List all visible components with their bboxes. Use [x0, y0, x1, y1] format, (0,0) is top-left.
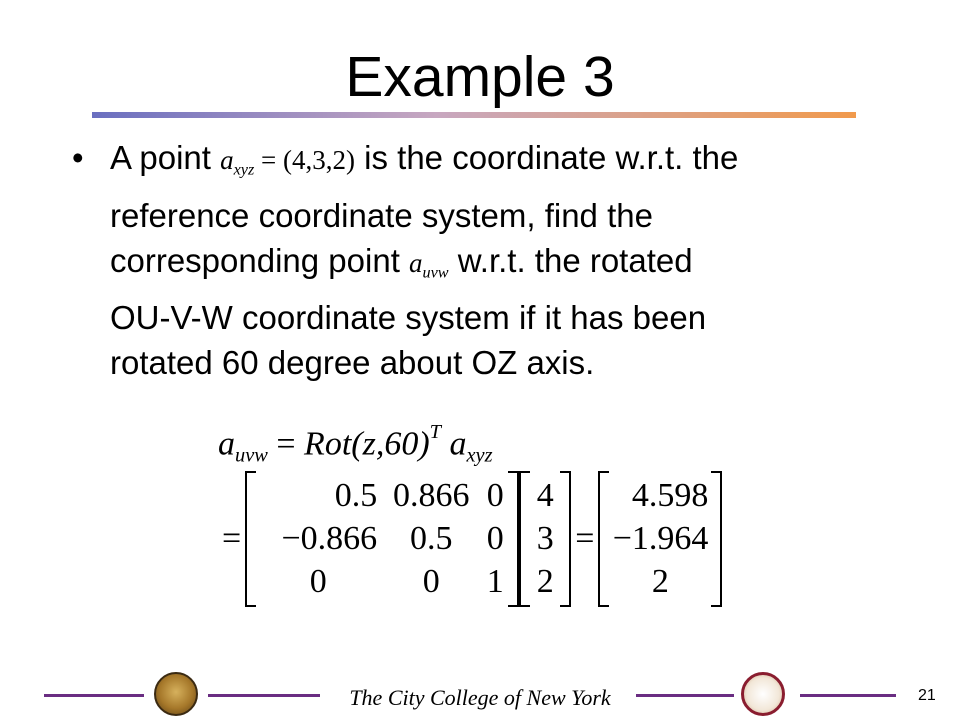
result-vector	[598, 471, 722, 607]
matrix-cell: 0.866	[392, 477, 470, 514]
footer-rule-left	[44, 694, 144, 697]
rotation-matrix	[245, 471, 519, 607]
matrix-cell: 0.5	[334, 477, 378, 514]
inline-math-axyz	[220, 138, 355, 193]
bullet-marker: •	[72, 139, 84, 176]
equals-sign: =	[222, 520, 242, 557]
robotics-lab-seal-icon	[741, 672, 785, 716]
rot-function: Rot	[304, 425, 352, 463]
footer-rule-middle-left	[208, 694, 320, 697]
vector-cell: 3	[536, 520, 554, 557]
math-symbol: a	[218, 425, 235, 463]
matrix-cell: 0	[422, 563, 440, 600]
equation-rotation-transpose	[218, 408, 493, 479]
transpose-superscript: T	[429, 421, 441, 443]
vector-cell: 2	[651, 563, 669, 600]
matrix-cell: 0.5	[409, 520, 453, 557]
inline-math-auvw	[409, 241, 449, 296]
vector-cell: 4.598	[631, 477, 709, 514]
vector-cell: 2	[536, 563, 554, 600]
matrix-cell: 0	[486, 477, 504, 514]
footer-rule-middle-right	[636, 694, 734, 697]
body-text-fragment: is the coordinate w.r.t. the	[354, 139, 739, 176]
body-text-fragment: A point	[110, 139, 221, 176]
ccny-seal-icon	[154, 672, 198, 716]
equation-matrix-product	[218, 470, 722, 608]
vector-cell: −1.964	[612, 520, 709, 557]
math-subscript: uvw	[422, 263, 449, 282]
input-vector	[519, 471, 571, 607]
equals-sign: =	[267, 425, 305, 463]
vector-cell: 4	[536, 477, 554, 514]
math-symbol: a	[441, 425, 467, 463]
body-line-2: reference coordinate system, find the	[110, 196, 653, 234]
body-text-fragment: corresponding point	[110, 241, 410, 279]
matrix-cell: 0	[309, 563, 327, 600]
body-text-fragment: w.r.t. the rotated	[448, 241, 693, 279]
math-rhs: = (4,3,2)	[254, 145, 355, 175]
math-symbol: a	[220, 145, 234, 175]
matrix-cell: −0.866	[281, 520, 378, 557]
slide-title: Example 3	[345, 45, 615, 109]
matrix-cell: 1	[486, 563, 504, 600]
page-number: 21	[918, 687, 936, 704]
math-subscript: xyz	[466, 444, 493, 467]
bullet-text	[110, 135, 850, 385]
body-line-3	[110, 238, 850, 296]
matrix-cell: 0	[486, 520, 504, 557]
math-subscript: xyz	[233, 160, 255, 179]
body-line-5: rotated 60 degree about OZ axis.	[110, 344, 595, 382]
footer-rule-right	[800, 694, 896, 697]
math-symbol: a	[409, 247, 423, 278]
body-line-1	[110, 135, 850, 193]
body-line-4: OU-V-W coordinate system if it has been	[110, 299, 707, 337]
title-underline	[92, 112, 856, 118]
footer-institution: The City College of New York	[349, 685, 611, 710]
equals-sign: =	[575, 520, 595, 557]
math-subscript: uvw	[235, 444, 268, 467]
rot-arguments: (z,60)	[351, 425, 430, 463]
